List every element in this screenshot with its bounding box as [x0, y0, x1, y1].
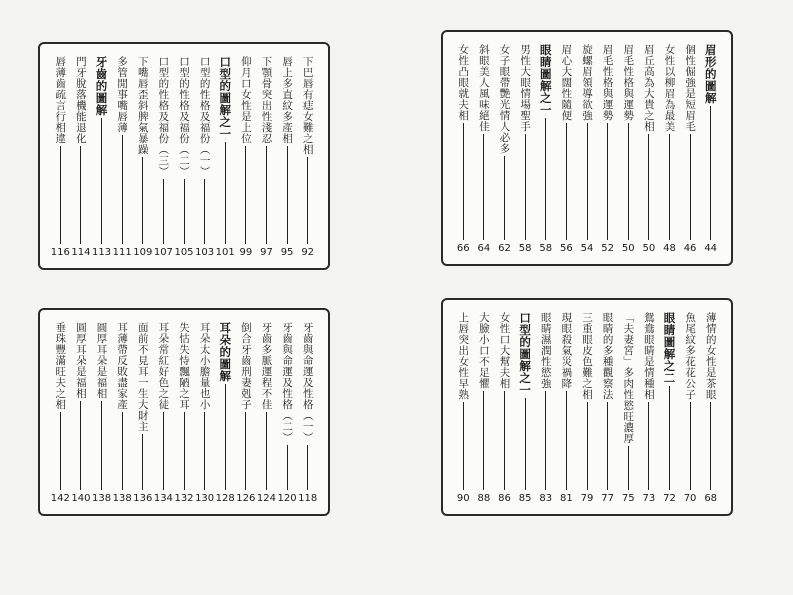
toc-page-number: 105: [174, 247, 194, 258]
toc-entry: [50, 322, 70, 504]
toc-entry-title: 女性口大幫夫相: [498, 312, 511, 389]
leader-line: [287, 146, 288, 244]
leader-line: [204, 412, 205, 490]
toc-entry-title: 耳朵常紅好色之徒: [157, 322, 170, 410]
toc-page-number: 68: [704, 493, 718, 504]
leader-line: [184, 179, 185, 244]
toc-entry: [112, 56, 132, 258]
toc-entry-title: 女性以柳眉為最美: [663, 44, 676, 132]
toc-entry: [195, 56, 215, 258]
toc-page-number: 124: [256, 493, 276, 504]
toc-entry-title: 下顎骨突出性淺忍: [260, 56, 273, 144]
toc-entry: [277, 322, 297, 504]
toc-entry: [498, 312, 512, 504]
leader-line: [710, 402, 711, 490]
toc-entry-title: 眉毛性格與運勢: [601, 44, 614, 121]
toc-entry: [280, 56, 294, 258]
leader-line: [607, 402, 608, 490]
toc-entry-title: 女性凸眼就夫相: [457, 44, 470, 121]
leader-line: [266, 412, 267, 490]
toc-page-number: 101: [215, 247, 235, 258]
toc-entry-title: 眉形的圖解: [703, 44, 718, 104]
toc-page-number: 118: [298, 493, 318, 504]
leader-line: [463, 402, 464, 490]
leader-line: [225, 142, 226, 244]
toc-entry-title: 下巴唇有痣女難之相: [301, 56, 314, 155]
toc-entry: [298, 322, 318, 504]
leader-line: [266, 146, 267, 244]
toc-entry: [301, 56, 315, 258]
toc-page-number: 79: [580, 493, 594, 504]
leader-line: [122, 412, 123, 490]
toc-panel-bottom-right: [441, 298, 733, 516]
toc-entry-title: 門牙脫落機能退化: [74, 56, 87, 144]
toc-entry: [456, 312, 470, 504]
toc-entry-title: 唇上多直紋多產相: [281, 56, 294, 144]
toc-page-number: 52: [601, 243, 614, 254]
toc-panel-top-left: [38, 42, 330, 270]
toc-page-number: 99: [239, 247, 253, 258]
toc-entry: [195, 322, 215, 504]
toc-page-number: 128: [215, 493, 235, 504]
toc-entry-title: 現眼殺氣災禍降: [560, 312, 573, 389]
toc-page-number: 111: [112, 247, 132, 258]
leader-line: [122, 135, 123, 244]
toc-entry: [683, 312, 697, 504]
toc-page-number: 138: [112, 493, 132, 504]
toc-page-number: 114: [71, 247, 91, 258]
leader-line: [648, 402, 649, 490]
toc-entry-title: 鴛鴦眼睛是情種相: [642, 312, 655, 400]
toc-page-number: 46: [683, 243, 697, 254]
toc-entry: [683, 44, 697, 254]
toc-entry-title: 牙齒的圖解: [94, 56, 109, 116]
toc-entry: [559, 312, 573, 504]
toc-entry: [153, 322, 173, 504]
toc-entry-title: 旋螺眉領導欲強: [581, 44, 593, 121]
toc-panel-bottom-left: [38, 308, 330, 516]
leader-line: [184, 412, 185, 490]
toc-entry: [71, 56, 91, 258]
toc-entry-title: 口型的圖解之一: [218, 56, 233, 140]
leader-line: [101, 118, 102, 244]
toc-entry: [518, 44, 532, 254]
toc-entry-title: 大臉小口不足懼: [477, 312, 490, 389]
toc-entry-title: 下嘴唇歪斜脾氣暴躁: [136, 56, 149, 155]
toc-entry-title: 失怙失恃飄陋之耳: [178, 322, 190, 410]
toc-page-number: 70: [683, 493, 697, 504]
toc-page-number: 88: [477, 493, 491, 504]
toc-page-number: 138: [91, 493, 112, 504]
toc-page-number: 103: [195, 247, 215, 258]
leader-line: [587, 123, 588, 240]
toc-entry-title: 眼睛濕潤性慾強: [539, 312, 552, 389]
toc-page-number: 97: [260, 247, 273, 258]
leader-line: [60, 146, 61, 244]
toc-entry: [71, 322, 91, 504]
toc-entry: [498, 44, 512, 254]
toc-page-number: 58: [539, 243, 553, 254]
leader-line: [483, 134, 484, 240]
toc-page-number: 81: [560, 493, 573, 504]
toc-page-number: 132: [174, 493, 194, 504]
toc-page-number: 134: [153, 493, 173, 504]
toc-entry: [580, 44, 594, 254]
toc-entry: [621, 312, 635, 504]
leader-line: [545, 118, 546, 240]
toc-panel-top-right: [441, 30, 733, 266]
toc-entry-title: 口型的性格及福份（一）: [198, 56, 211, 177]
leader-line: [307, 157, 308, 244]
toc-entry-title: 眼睛的多種觀察法: [601, 312, 614, 400]
toc-entry: [259, 56, 273, 258]
toc-entry-title: 圓厚耳朵是福相: [95, 322, 108, 399]
toc-entry-title: 魚尾紋多花花公子: [684, 312, 697, 400]
toc-page-number: 44: [704, 243, 718, 254]
leader-line: [710, 106, 711, 240]
toc-section-heading: [518, 312, 532, 504]
leader-line: [245, 412, 246, 490]
toc-section-heading: [91, 56, 112, 258]
toc-entry-title: 口型的性格及福份（二）: [178, 56, 190, 177]
leader-line: [690, 402, 691, 490]
toc-entry-title: 眉毛性格與運勢: [622, 44, 635, 121]
toc-entry-title: 上唇突出女性早熟: [457, 312, 470, 400]
toc-section-heading: [215, 322, 235, 504]
toc-page-number: 66: [456, 243, 470, 254]
toc-entry: [559, 44, 573, 254]
leader-line: [504, 391, 505, 490]
toc-entry: [601, 312, 615, 504]
leader-line: [225, 384, 226, 490]
toc-page-number: 113: [91, 247, 112, 258]
leader-line: [566, 123, 567, 240]
toc-entry-title: 耳朵太小膽量也小: [198, 322, 211, 410]
leader-line: [163, 412, 164, 490]
toc-entry-title: 耳朵的圖解: [218, 322, 233, 382]
toc-entry: [477, 312, 491, 504]
toc-page-number: 120: [277, 493, 297, 504]
leader-line: [60, 412, 61, 490]
toc-entry: [236, 322, 256, 504]
toc-entry: [91, 322, 112, 504]
toc-entry-title: 倒合牙齒刑妻剋子: [239, 322, 252, 410]
toc-entry: [642, 44, 656, 254]
toc-entry-title: 面前不見耳一生大財主: [136, 322, 149, 432]
leader-line: [628, 446, 629, 490]
toc-section-heading: [215, 56, 235, 258]
leader-line: [525, 134, 526, 240]
toc-entry: [477, 44, 491, 254]
leader-line: [287, 445, 288, 490]
toc-page-number: 50: [621, 243, 635, 254]
toc-entry-title: 牙齒多脈運程不佳: [260, 322, 273, 410]
toc-page-number: 90: [456, 493, 470, 504]
toc-page-number: 58: [518, 243, 532, 254]
leader-line: [648, 134, 649, 240]
toc-entry: [256, 322, 276, 504]
toc-entry-title: 斜眼美人風味絕佳: [477, 44, 490, 132]
toc-entry-title: 口型的性格及福份（三）: [157, 56, 170, 177]
toc-entry: [580, 312, 594, 504]
toc-entry: [642, 312, 656, 504]
toc-entry: [621, 44, 635, 254]
toc-entry-title: 男性大眼情場聖手: [519, 44, 532, 132]
toc-entry: [112, 322, 132, 504]
leader-line: [163, 179, 164, 244]
toc-entry-title: 耳薄帶反敗盡家產: [116, 322, 129, 410]
toc-page-number: 62: [498, 243, 511, 254]
toc-section-heading: [662, 312, 676, 504]
toc-page-number: 64: [477, 243, 491, 254]
toc-page-number: 86: [498, 493, 511, 504]
toc-entry-title: 眼睛圖解之二: [662, 312, 677, 384]
toc-page-number: 54: [580, 243, 594, 254]
toc-entry: [153, 56, 173, 258]
toc-page-number: 48: [663, 243, 676, 254]
leader-line: [204, 179, 205, 244]
toc-page-number: 77: [601, 493, 614, 504]
leader-line: [566, 391, 567, 490]
toc-entry-title: 個性倔強是短眉毛: [684, 44, 697, 132]
toc-entry-title: 牙齒與命運及性格（二）: [281, 322, 294, 443]
toc-entry: [601, 44, 615, 254]
toc-entry: [704, 312, 718, 504]
toc-entry-title: 仰月口女性是上位: [239, 56, 252, 144]
toc-page-number: 85: [518, 493, 532, 504]
leader-line: [483, 391, 484, 490]
toc-entry-title: 眼睛圖解之一: [538, 44, 553, 116]
leader-line: [690, 134, 691, 240]
leader-line: [525, 398, 526, 490]
toc-entry-title: 牙齒與命運及性格（一）: [301, 322, 314, 443]
toc-page-number: 140: [71, 493, 91, 504]
leader-line: [669, 134, 670, 240]
leader-line: [307, 445, 308, 490]
leader-line: [142, 157, 143, 244]
toc-page-number: 92: [301, 247, 315, 258]
toc-page-number: 136: [133, 493, 153, 504]
leader-line: [80, 401, 81, 490]
toc-page-number: 73: [642, 493, 656, 504]
toc-entry-title: 眉丘高為大貴之相: [642, 44, 655, 132]
toc-entry-title: 薄情的女性是茶眼: [704, 312, 717, 400]
toc-entry-title: 「夫妻宮」多肉性慾旺濃厚: [622, 312, 635, 444]
toc-page-number: 142: [50, 493, 70, 504]
toc-entry-title: 唇薄齒疏言行相違: [54, 56, 67, 144]
toc-entry-title: 眉心大闊性隨便: [560, 44, 573, 121]
leader-line: [545, 391, 546, 490]
toc-page-number: 56: [560, 243, 573, 254]
toc-page-number: 126: [236, 493, 256, 504]
toc-page-number: 50: [642, 243, 656, 254]
leader-line: [80, 146, 81, 244]
toc-entry: [133, 322, 153, 504]
toc-entry-title: 三重眼皮色難之相: [581, 312, 593, 400]
leader-line: [669, 386, 670, 490]
toc-entry-title: 圓厚耳朵是福相: [74, 322, 87, 399]
toc-entry-title: 多管閒事嘴唇薄: [116, 56, 129, 133]
toc-page-number: 107: [153, 247, 173, 258]
toc-entry-title: 口型的圖解之一: [518, 312, 533, 396]
toc-page-number: 75: [621, 493, 635, 504]
toc-section-heading: [704, 44, 718, 254]
toc-page-number: 95: [280, 247, 294, 258]
toc-entry: [662, 44, 676, 254]
leader-line: [142, 434, 143, 490]
toc-entry: [50, 56, 70, 258]
toc-entry: [174, 322, 194, 504]
toc-page-number: 72: [663, 493, 676, 504]
toc-entry: [133, 56, 153, 258]
toc-entry: [539, 312, 553, 504]
leader-line: [607, 123, 608, 240]
leader-line: [463, 123, 464, 240]
toc-entry: [239, 56, 253, 258]
toc-entry-title: 女子眼帶艷光情人必多: [498, 44, 511, 154]
leader-line: [245, 146, 246, 244]
toc-page-number: 83: [539, 493, 553, 504]
toc-page-number: 109: [133, 247, 153, 258]
toc-section-heading: [539, 44, 553, 254]
toc-page-number: 130: [195, 493, 215, 504]
toc-entry: [456, 44, 470, 254]
toc-page-number: 116: [50, 247, 70, 258]
leader-line: [101, 401, 102, 490]
leader-line: [628, 123, 629, 240]
leader-line: [504, 156, 505, 240]
toc-entry-title: 垂珠豐滿旺夫之相: [54, 322, 67, 410]
toc-entry: [174, 56, 194, 258]
leader-line: [587, 402, 588, 490]
